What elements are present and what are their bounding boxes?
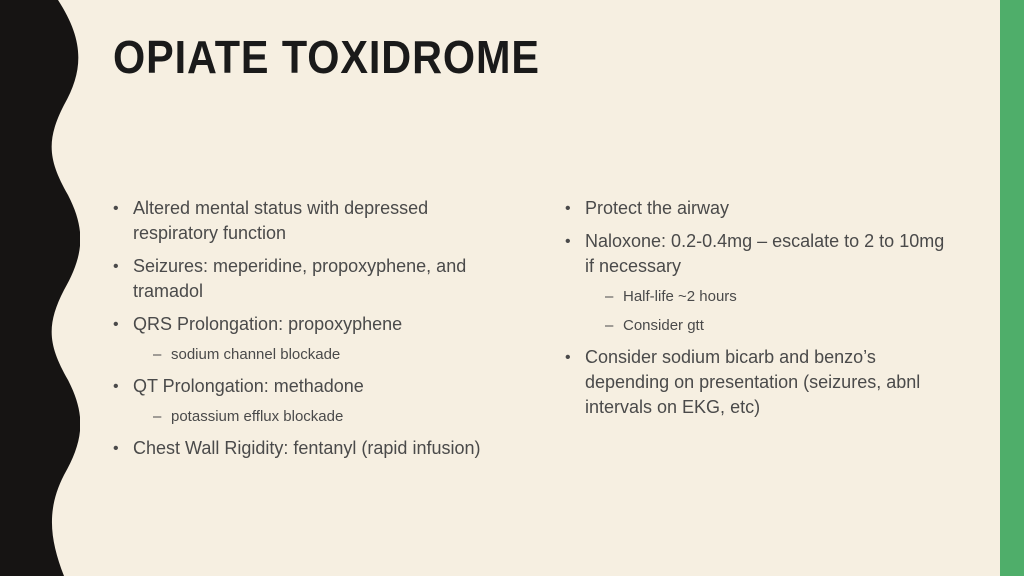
bullet-marker: •: [565, 233, 571, 250]
bullet-marker: •: [113, 378, 119, 395]
right-bullet-list: [565, 196, 955, 428]
decorative-wavy-band: [0, 0, 80, 576]
bullet-item: [565, 229, 955, 279]
decorative-accent-bar: [1000, 0, 1024, 576]
sub-bullet-text: Consider gtt: [623, 317, 704, 334]
sub-bullet-text: Half-life ~2 hours: [623, 288, 737, 305]
bullet-item: [113, 196, 513, 246]
bullet-item: [565, 345, 955, 420]
sub-bullet-item: [113, 344, 513, 365]
sub-bullet-text: potassium efflux blockade: [171, 408, 344, 425]
bullet-text: Altered mental status with depressed respiratory function: [133, 198, 429, 243]
bullet-marker: •: [565, 200, 571, 217]
bullet-item: [113, 436, 513, 461]
sub-bullet-item: [113, 406, 513, 427]
bullet-text: Naloxone: 0.2-0.4mg – escalate to 2 to 10mg if necessary: [585, 231, 945, 276]
sub-bullet-text: sodium channel blockade: [171, 346, 341, 363]
bullet-text: QRS Prolongation: propoxyphene: [133, 314, 403, 334]
bullet-marker: •: [113, 440, 119, 457]
bullet-item: [113, 374, 513, 399]
sub-bullet-marker: –: [153, 408, 162, 425]
bullet-item: [565, 196, 955, 221]
sub-bullet-marker: –: [153, 346, 162, 363]
bullet-text: Protect the airway: [585, 198, 730, 218]
bullet-text: Consider sodium bicarb and benzo’s depending on presentation (seizures, abnl intervals on EKG, etc): [585, 347, 921, 417]
bullet-text: Chest Wall Rigidity: fentanyl (rapid infusion): [133, 438, 481, 458]
sub-bullet-marker: –: [605, 288, 614, 305]
bullet-text: Seizures: meperidine, propoxyphene, and tramadol: [133, 256, 467, 301]
slide-title: OPIATE TOXIDROME: [113, 31, 540, 83]
bullet-marker: •: [113, 258, 119, 275]
sub-bullet-item: [565, 286, 955, 307]
sub-bullet-marker: –: [605, 317, 614, 334]
left-bullet-list: [113, 196, 513, 469]
bullet-item: [113, 254, 513, 304]
bullet-marker: •: [113, 200, 119, 217]
sub-bullet-item: [565, 315, 955, 336]
bullet-marker: •: [565, 349, 571, 366]
bullet-item: [113, 312, 513, 337]
bullet-text: QT Prolongation: methadone: [133, 376, 364, 396]
bullet-marker: •: [113, 316, 119, 333]
